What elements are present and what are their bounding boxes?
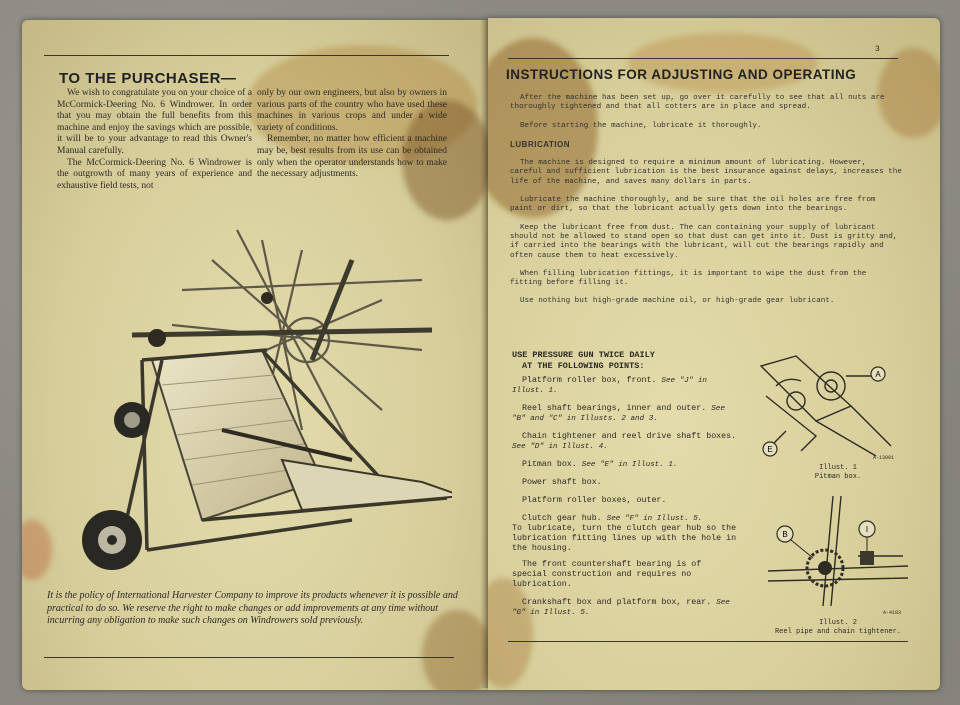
paragraph: After the machine has been set up, go over it carefully to see that all nuts are thoroughly tightened and that all cotters are in place and spread. <box>510 94 885 112</box>
list-item: Reel shaft bearings, inner and outer. See "B" and "C" in Illusts. 2 and 3. <box>512 404 725 423</box>
caption-line: Illust. 1 <box>819 464 857 472</box>
illustration-2-code: A-4183 <box>883 610 902 616</box>
paragraph: Use nothing but high-grade machine oil, or high-grade gear lubricant. <box>520 297 835 306</box>
windrower-illustration <box>52 220 452 570</box>
points-title-1: USE PRESSURE GUN TWICE DAILY <box>512 350 655 360</box>
paragraph: Keep the lubricant free from dust. The can containing your supply of lubricant should not be allowed to stand open so that dust can get into it. Dust is gritty and, if carried into the bearings with the lubricant, will cut the bearings rapidly and often cause them to heat excessively. <box>510 223 898 260</box>
points-title-2: AT THE FOLLOWING POINTS: <box>522 361 645 371</box>
bottom-rule <box>44 657 454 658</box>
list-item: To lubricate, turn the clutch gear hub so the lubrication fitting lines up with the hole in the housing. <box>512 524 737 553</box>
label-a: A <box>875 370 881 379</box>
page-heading: TO THE PURCHASER— <box>59 70 237 87</box>
top-rule <box>44 55 449 56</box>
paragraph: Remember, no matter how efficient a machine may be, best results from its use can be obtained only when the operator understands how to make the necessary adjustments. <box>257 134 447 180</box>
wheel-front <box>82 510 142 570</box>
paragraph: only by our own engineers, but also by owners in various parts of the country who have used these machines in various crops and under a wide variety of conditions. <box>257 88 447 133</box>
paragraph: Before starting the machine, lubricate it thoroughly. <box>520 121 762 130</box>
caption-line: Illust. 2 <box>819 619 857 627</box>
list-item: The front countershaft bearing is of special construction and requires no lubrication. <box>512 560 702 589</box>
bottom-rule <box>508 641 908 642</box>
paragraph: Lubricate the machine thoroughly, and be sure that the oil holes are free from paint or dirt, so that the lubricant actually gets down into the bearings. <box>510 196 876 214</box>
illustration-2-caption <box>743 619 933 637</box>
caption-line: Pitman box. <box>814 473 862 481</box>
paragraph: The McCormick-Deering No. 6 Windrower is the outgrowth of many years of experience and exhaustive field tests, not <box>57 157 252 191</box>
list-item: Platform roller boxes, outer. <box>522 496 667 505</box>
illustration-1-caption <box>788 464 888 482</box>
label-b: B <box>782 530 788 539</box>
list-item: Power shaft box. <box>522 478 602 487</box>
right-page <box>488 18 940 690</box>
lubrication-text <box>510 94 902 316</box>
page-heading: INSTRUCTIONS FOR ADJUSTING AND OPERATING <box>506 67 857 82</box>
policy-note: It is the policy of International Harvester Company to improve its products whenever it is possible and practical to do so. We reserve the right to make changes or add improvements at any time without incurring any obligation to make such changes on Windrowers sold previously. <box>47 590 458 626</box>
label-i: I <box>865 525 869 534</box>
lubrication-heading: LUBRICATION <box>510 139 571 149</box>
caption-line: Reel pipe and chain tightener. <box>774 628 902 636</box>
list-item: Crankshaft box and platform box, rear. See "G" in Illust. 5. <box>512 598 730 617</box>
paragraph: We wish to congratulate you on your choice of a McCormick-Deering No. 6 Windrower. In order that you may obtain the full benefits from this machine and enjoy the savings which are possible, it will be to your advantage to read this Owner's Manual carefully. <box>57 88 252 156</box>
list-item: Clutch gear hub. See "F" in Illust. 5. <box>522 514 703 523</box>
paragraph: The machine is designed to require a minimum amount of lubricating. However, careful and sufficient lubrication is the best insurance against delays, increases the life of the machine, and saves many dollars in parts. <box>510 159 902 186</box>
left-page <box>22 20 488 690</box>
page-number: 3 <box>875 45 880 54</box>
list-item: Platform roller box, front. See "J" in Illust. 1. <box>512 376 707 395</box>
wheel-rear <box>114 402 150 438</box>
list-item: Chain tightener and reel drive shaft boxes. See "D" in Illust. 4. <box>512 432 737 451</box>
label-e: E <box>767 445 773 454</box>
top-rule <box>508 58 898 59</box>
points-list <box>512 376 740 636</box>
illustration-1-code: A-13001 <box>873 455 895 461</box>
illustration-2-reel-pipe <box>763 496 913 616</box>
illustration-1-pitman-box <box>756 346 896 461</box>
intro-column-2 <box>257 88 447 181</box>
intro-column-1 <box>57 88 252 192</box>
paragraph: When filling lubrication fittings, it is important to wipe the dust from the fitting before filling it. <box>510 269 867 288</box>
list-item: Pitman box. See "E" in Illust. 1. <box>522 460 678 469</box>
